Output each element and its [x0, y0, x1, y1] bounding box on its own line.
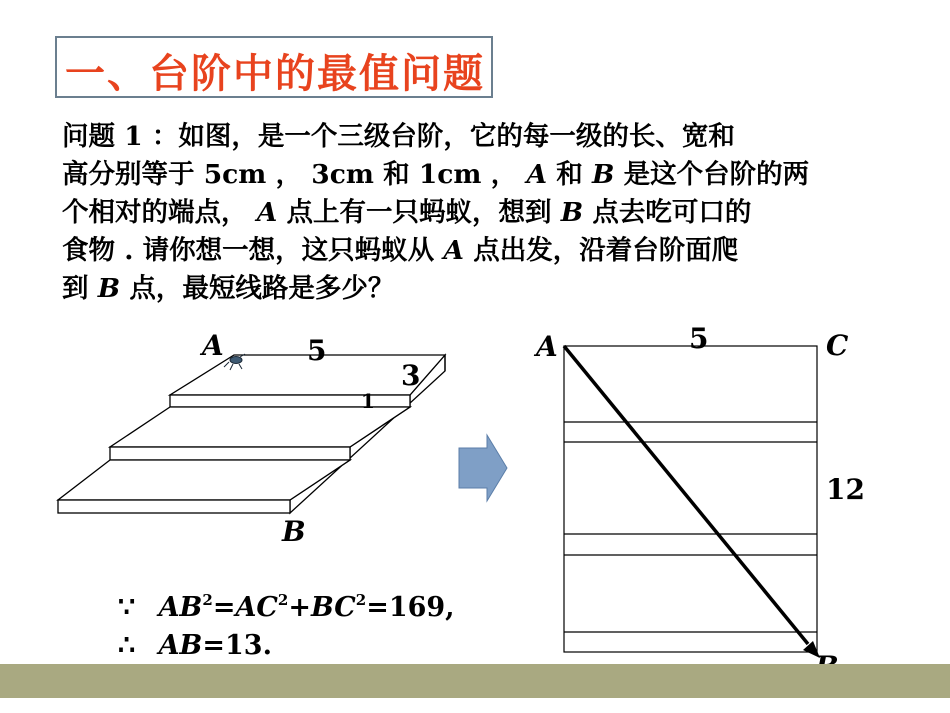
- problem-text: 和: [547, 159, 592, 190]
- formula-text: =169,: [366, 592, 455, 623]
- stairs-label-a: A: [202, 329, 224, 362]
- slide-title: 一、台阶中的最值问题: [65, 51, 485, 97]
- problem-text: 点去吃可口的: [583, 197, 752, 228]
- formula-square: 2: [277, 591, 289, 609]
- footer-bar: [0, 664, 950, 698]
- problem-text: 问题 1 ：如图，是一个三级台阶，它的每一级的长、宽和: [62, 121, 735, 152]
- shortest-path-line: [564, 346, 808, 644]
- stairs-label-width: 3: [401, 359, 421, 392]
- problem-text: 高分别等于 5cm ， 3cm 和 1cm ，: [62, 159, 518, 190]
- formula-line-2: [118, 632, 272, 659]
- formula-ab: AB: [158, 630, 203, 661]
- therefore-symbol: ∴: [118, 630, 136, 661]
- formula-bc: BC: [310, 592, 356, 623]
- formula-text: +: [288, 592, 311, 623]
- point-b-ref: B: [97, 273, 121, 304]
- problem-text: 点，最短线路是多少？: [120, 273, 395, 304]
- point-a-ref: A: [443, 235, 464, 266]
- since-symbol: ∵: [118, 592, 136, 623]
- problem-text: 点出发，沿着台阶面爬: [463, 235, 739, 266]
- stair-riser-middle: [110, 447, 350, 460]
- stairs-figure: [58, 355, 445, 513]
- unfolded-label-c: C: [826, 329, 849, 362]
- point-a-ref: A: [256, 197, 278, 228]
- stairs-label-b: B: [282, 515, 306, 548]
- unfolded-label-a: A: [536, 330, 558, 363]
- problem-text: 食物 . 请你想一想，这只蚂蚁从: [62, 235, 444, 266]
- formula-text: =: [212, 592, 236, 623]
- stair-riser-bottom: [58, 500, 290, 513]
- point-b-ref: B: [591, 159, 615, 190]
- problem-text: 到: [62, 273, 98, 304]
- problem-text: 点上有一只蚂蚁，想到: [277, 197, 561, 228]
- formula-result: =13.: [202, 630, 272, 661]
- formula-line-1: [118, 591, 455, 623]
- stairs-label-height: 1: [361, 389, 375, 413]
- problem-text: 是这个台阶的两: [614, 159, 810, 190]
- stairs-label-length: 5: [307, 334, 327, 367]
- problem-text: 个相对的端点，: [62, 197, 248, 228]
- point-a-ref: A: [526, 159, 547, 190]
- formula-square: 2: [202, 591, 213, 609]
- unfold-arrow-icon: [459, 435, 507, 501]
- unfolded-label-side: 12: [826, 473, 865, 506]
- formula-ac: AC: [235, 592, 278, 623]
- formula-ab: AB: [158, 592, 203, 623]
- unfolded-label-top: 5: [689, 322, 709, 355]
- point-b-ref: B: [560, 197, 584, 228]
- formula-square: 2: [355, 591, 367, 609]
